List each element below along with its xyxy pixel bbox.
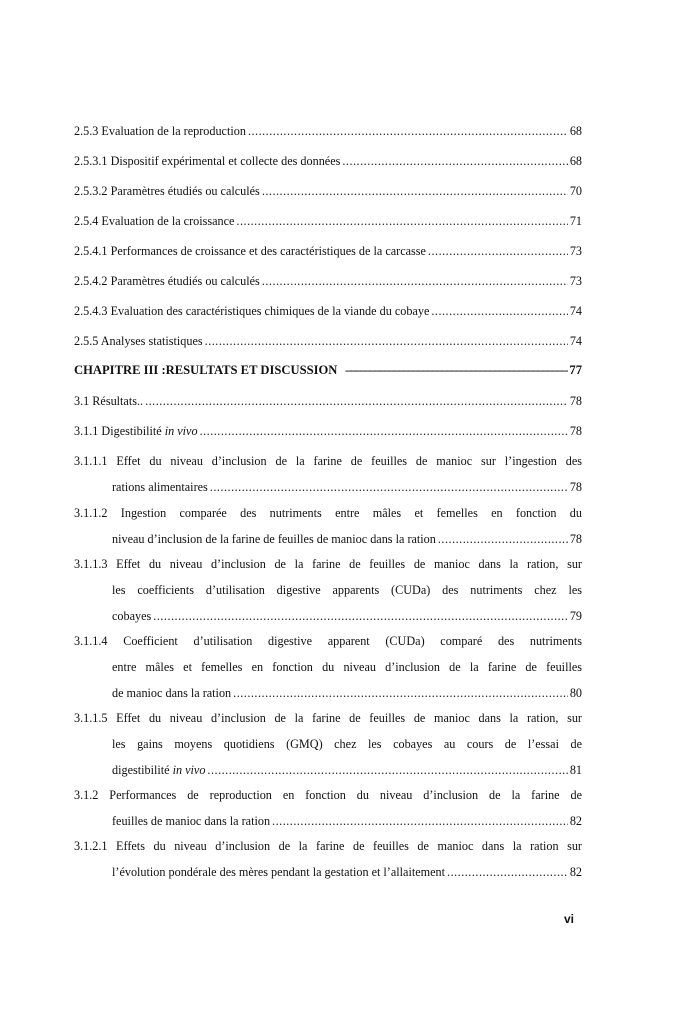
- toc-entry-page: 78: [569, 394, 582, 408]
- dash-leader: [345, 357, 568, 383]
- dot-leader: [200, 418, 568, 444]
- toc-entry-title-line1: 3.1.1.4 Coefficient d’utilisation digestive apparent (CUDa) comparé des nutriments: [74, 634, 582, 648]
- toc-entry-title-line1: 3.1.1.1 Effet du niveau d’inclusion de la farine de feuilles de manioc sur l’ingestion des: [74, 454, 582, 468]
- toc-entry-title-line1: 3.1.1.2 Ingestion comparée des nutriments entre mâles et femelles en fonction du: [74, 506, 582, 520]
- toc-entry-3-1-1-1[interactable]: [74, 448, 582, 500]
- toc-entry-2-5-3[interactable]: [74, 118, 582, 144]
- toc-entry-title-line2: l’évolution pondérale des mères pendant la gestation et l’allaitement: [112, 865, 446, 879]
- toc-entry-2-5-4-3[interactable]: [74, 298, 582, 324]
- toc-entry-3-1[interactable]: [74, 388, 582, 414]
- toc-entry-3-1-1-2[interactable]: [74, 500, 582, 552]
- dot-leader: [236, 208, 567, 234]
- dot-leader: [145, 388, 568, 414]
- toc-entry-title: 2.5.3.2 Paramètres étudiés ou calculés: [74, 184, 260, 198]
- toc-entry-title-line2: les coefficients d’utilisation digestive apparents (CUDa) des nutriments chez les: [112, 583, 582, 597]
- toc-entry-title: 2.5.5 Analyses statistiques: [74, 334, 203, 348]
- toc-entry-3-1-2[interactable]: [74, 782, 582, 834]
- toc-entry-title-line2: feuilles de manioc dans la ration: [112, 814, 271, 828]
- toc-entry-page: 77: [569, 363, 582, 377]
- dot-leader: [272, 808, 568, 834]
- toc-entry-page: 68: [569, 124, 582, 138]
- toc-entry-2-5-4-1[interactable]: [74, 238, 582, 264]
- toc-entry-3-1-1-3[interactable]: [74, 551, 582, 629]
- toc-entry-title-line2: les gains moyens quotidiens (GMQ) chez les cobayes au cours de l’essai de: [112, 737, 582, 751]
- toc-entry-page: 78: [569, 480, 582, 494]
- toc-entry-page: 81: [569, 763, 582, 777]
- toc-entry-page: 71: [569, 214, 582, 228]
- dot-leader: [207, 757, 567, 783]
- toc-entry-page: 79: [569, 609, 582, 623]
- toc-entry-title-line2: niveau d’inclusion de la farine de feuilles de manioc dans la ration: [112, 532, 436, 546]
- dot-leader: [447, 859, 568, 885]
- toc-entry-title: 2.5.4.3 Evaluation des caractéristiques chimiques de la viande du cobaye: [74, 304, 430, 318]
- toc-entry-title: 3.1.1 Digestibilité in vivo: [74, 424, 198, 438]
- page-number: vi: [564, 912, 575, 926]
- dot-leader: [233, 680, 568, 706]
- toc-entry-3-1-1[interactable]: [74, 418, 582, 444]
- toc-entry-title-line1: 3.1.1.5 Effet du niveau d’inclusion de la farine de feuilles de manioc dans la ration, sur: [74, 711, 582, 725]
- dot-leader: [262, 178, 568, 204]
- toc-entry-title: 2.5.4.2 Paramètres étudiés ou calculés: [74, 274, 260, 288]
- dot-leader: [153, 603, 568, 629]
- toc-entry-2-5-3-1[interactable]: [74, 148, 582, 174]
- dot-leader: [431, 298, 567, 324]
- toc-entry-page: 82: [569, 865, 582, 879]
- dot-leader: [205, 328, 568, 354]
- toc-entry-title: 2.5.4 Evaluation de la croissance: [74, 214, 235, 228]
- dot-leader: [438, 526, 568, 552]
- toc-entry-title: 2.5.4.1 Performances de croissance et des caractéristiques de la carcasse: [74, 244, 426, 258]
- dot-leader: [210, 474, 568, 500]
- toc-entry-title-line3: digestibilité in vivo: [112, 763, 206, 777]
- toc-entry-page: 70: [569, 184, 582, 198]
- dot-leader: [262, 268, 568, 294]
- toc-entry-page: 82: [569, 814, 582, 828]
- toc-entry-title-line2: rations alimentaires: [112, 480, 208, 494]
- toc-entry-page: 78: [569, 532, 582, 546]
- toc-entry-title: 3.1 Résultats..: [74, 394, 144, 408]
- toc-entry-page: 80: [569, 686, 582, 700]
- toc-entry-title-line1: 3.1.2.1 Effets du niveau d’inclusion de la farine de feuilles de manioc dans la ration sur: [74, 839, 582, 853]
- toc-entry-page: 74: [569, 334, 582, 348]
- toc-entry-title-line3: cobayes: [112, 609, 152, 623]
- toc-entry-title-line3: de manioc dans la ration: [112, 686, 232, 700]
- toc-entry-page: 73: [569, 274, 582, 288]
- toc-entry-3-1-1-5[interactable]: [74, 705, 582, 783]
- toc-entry-title-line1: 3.1.1.3 Effet du niveau d’inclusion de la farine de feuilles de manioc dans la ration, sur: [74, 557, 582, 571]
- toc-entry-2-5-4-2[interactable]: [74, 268, 582, 294]
- toc-entry-page: 68: [569, 154, 582, 168]
- toc-entry-title: 2.5.3.1 Dispositif expérimental et collecte des données: [74, 154, 341, 168]
- toc-entry-title-line2: entre mâles et femelles en fonction du niveau d’inclusion de la farine de feuilles: [112, 660, 582, 674]
- dot-leader: [428, 238, 568, 264]
- toc-entry-2-5-4[interactable]: [74, 208, 582, 234]
- toc-entry-title-line1: 3.1.2 Performances de reproduction en fonction du niveau d’inclusion de la farine de: [74, 788, 582, 802]
- toc-entry-2-5-3-2[interactable]: [74, 178, 582, 204]
- toc-entry-2-5-5[interactable]: [74, 328, 582, 354]
- toc-entry-3-1-2-1[interactable]: [74, 833, 582, 885]
- dot-leader: [248, 118, 568, 144]
- toc-entry-chapter-3[interactable]: [74, 357, 582, 383]
- toc-entry-page: 74: [569, 304, 582, 318]
- toc-entry-title: 2.5.3 Evaluation de la reproduction: [74, 124, 246, 138]
- dot-leader: [342, 148, 567, 174]
- toc-entry-page: 73: [569, 244, 582, 258]
- toc-entry-page: 78: [569, 424, 582, 438]
- toc-entry-3-1-1-4[interactable]: [74, 628, 582, 706]
- toc-chapter-title: CHAPITRE III :RESULTATS ET DISCUSSION: [74, 363, 338, 377]
